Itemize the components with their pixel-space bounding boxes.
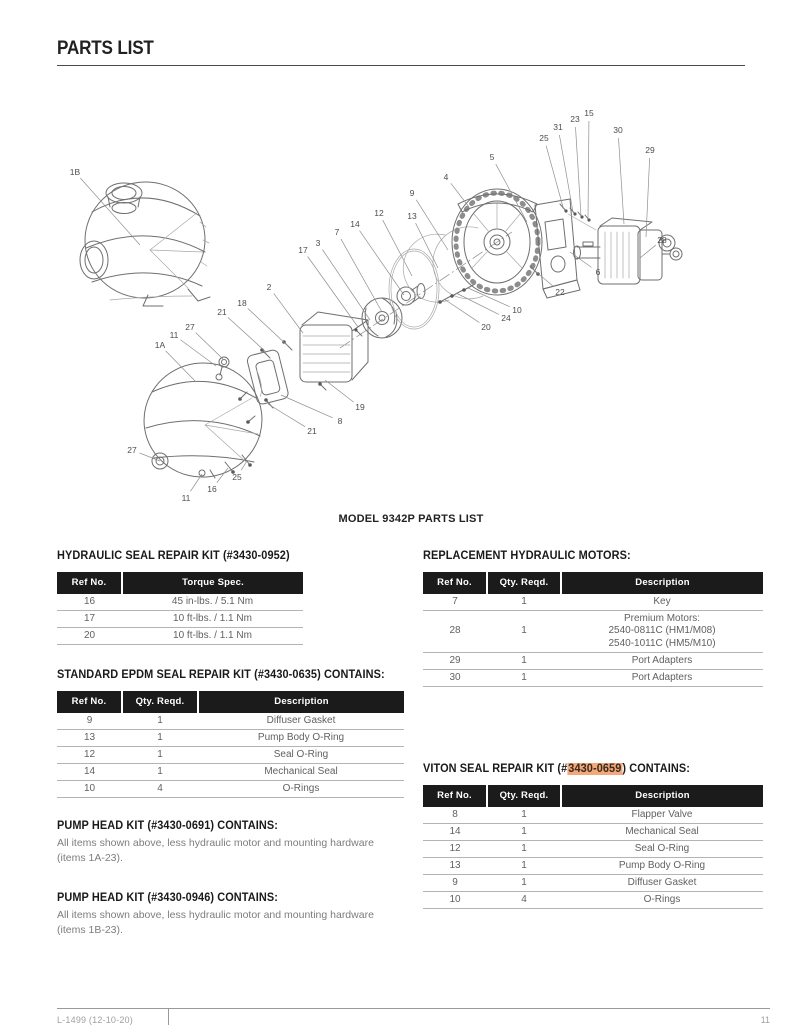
- table-cell: Flapper Valve: [561, 807, 763, 824]
- table-row: [57, 764, 404, 781]
- callout-label-15: 15: [584, 108, 594, 118]
- table-cell: Mechanical Seal: [198, 764, 404, 781]
- table-row: [57, 628, 303, 645]
- table-cell: Key: [561, 594, 763, 611]
- table-cell: 10 ft-lbs. / 1.1 Nm: [122, 628, 303, 645]
- column-header: Description: [561, 572, 763, 594]
- callout-label-5: 5: [489, 152, 495, 162]
- epdm-kit-table: [57, 691, 404, 798]
- page-title: PARTS LIST: [57, 38, 154, 59]
- table-cell: Mechanical Seal: [561, 824, 763, 841]
- column-header: Ref No.: [423, 785, 487, 807]
- pump-head-kit-1-body: All items shown above, less hydraulic motor and mounting hardware (items 1A-23).: [57, 837, 374, 864]
- table-row: [423, 858, 763, 875]
- callout-label-21: 21: [307, 426, 317, 436]
- table-row: [423, 875, 763, 892]
- flapper-valve-drawing: [246, 349, 289, 405]
- callout-label-9: 9: [409, 188, 415, 198]
- table-cell: 1: [122, 747, 198, 764]
- callout-label-11: 11: [181, 493, 191, 503]
- callout-label-11: 11: [169, 330, 179, 340]
- table-row: [57, 611, 303, 628]
- section-heading-viton-kit: [423, 763, 748, 775]
- column-header: Qty. Reqd.: [487, 572, 561, 594]
- callout-leader-line: [248, 308, 288, 346]
- callout-label-8: 8: [337, 416, 343, 426]
- callout-label-13: 13: [407, 211, 417, 221]
- table-cell: 1: [487, 875, 561, 892]
- table-cell: 9: [57, 713, 122, 730]
- table-cell: Pump Body O-Ring: [198, 730, 404, 747]
- table-cell: Port Adapters: [561, 670, 763, 687]
- callout-label-16: 16: [207, 484, 217, 494]
- table-cell: 1: [487, 594, 561, 611]
- callout-leader-line: [341, 239, 382, 312]
- table-cell: 9: [423, 875, 487, 892]
- seal-stack-drawing: [397, 284, 425, 306]
- callout-leader-line: [308, 257, 358, 327]
- table-row: [423, 841, 763, 858]
- page-footer: [57, 1008, 770, 1025]
- column-header: Ref No.: [423, 572, 487, 594]
- callout-label-6: 6: [595, 267, 601, 277]
- column-header: Ref No.: [57, 572, 122, 594]
- table-row: [57, 594, 303, 611]
- section-heading-pump-head-kit-1: PUMP HEAD KIT (#3430-0691) CONTAINS:: [57, 820, 278, 832]
- callout-leader-line: [383, 220, 412, 276]
- table-row: [423, 892, 763, 909]
- callout-label-10: 10: [512, 305, 522, 315]
- callout-label-27: 27: [185, 322, 195, 332]
- pump-head-kit-2-body: All items shown above, less hydraulic motor and mounting hardware (items 1B-23).: [57, 908, 374, 936]
- callout-label-25: 25: [539, 133, 549, 143]
- pump-body-1a-drawing: [137, 355, 270, 484]
- highlighted-part-number: 3430-0659: [568, 763, 622, 775]
- table-cell: 1: [487, 824, 561, 841]
- table-cell: 1: [487, 858, 561, 875]
- callout-label-12: 12: [374, 208, 384, 218]
- column-header: Ref No.: [57, 691, 122, 713]
- table-row: [57, 781, 404, 798]
- exploded-view-diagram: [0, 80, 800, 510]
- callout-label-28: 28: [657, 235, 667, 245]
- manifold-drawing: [300, 312, 368, 390]
- callout-leader-line: [588, 121, 589, 218]
- pump-body-1b-drawing: [79, 176, 210, 306]
- callout-leader-line: [640, 245, 656, 258]
- table-row: [57, 730, 404, 747]
- table-cell: 4: [122, 781, 198, 798]
- table-cell: Pump Body O-Ring: [561, 858, 763, 875]
- viton-heading-prefix: VITON SEAL REPAIR KIT (#: [423, 763, 568, 775]
- callout-label-19: 19: [355, 402, 365, 412]
- table-cell: O-Rings: [561, 892, 763, 909]
- column-header: Torque Spec.: [122, 572, 303, 594]
- hydraulic-seal-table: [57, 572, 303, 645]
- callout-label-1B: 1B: [69, 167, 81, 177]
- callout-label-17: 17: [298, 245, 308, 255]
- table-row: [57, 713, 404, 730]
- callout-label-29: 29: [645, 145, 655, 155]
- table-cell: 14: [423, 824, 487, 841]
- table-cell: 30: [423, 670, 487, 687]
- page-header: [57, 38, 745, 66]
- callout-leader-line: [180, 340, 216, 366]
- callout-label-25: 25: [232, 472, 242, 482]
- replacement-motors-table: [423, 572, 763, 687]
- callout-leader-line: [228, 317, 266, 352]
- callout-label-22: 22: [555, 287, 565, 297]
- callout-label-20: 20: [481, 322, 491, 332]
- section-heading-epdm-kit: STANDARD EPDM SEAL REPAIR KIT (#3430-0635) CONTAINS:: [57, 669, 385, 681]
- table-cell: 17: [57, 611, 122, 628]
- table-cell: Seal O-Ring: [198, 747, 404, 764]
- callout-label-3: 3: [315, 238, 321, 248]
- table-cell: 10: [423, 892, 487, 909]
- diagram-caption: MODEL 9342P PARTS LIST: [338, 513, 484, 525]
- table-cell: Diffuser Gasket: [561, 875, 763, 892]
- table-cell: 13: [423, 858, 487, 875]
- callout-leader-line: [534, 270, 554, 287]
- right-column: [423, 550, 765, 909]
- callout-label-2: 2: [266, 282, 272, 292]
- table-cell: 14: [57, 764, 122, 781]
- document-number: L-1499 (12-10-20): [57, 1015, 133, 1025]
- table-cell: 28: [423, 611, 487, 653]
- table-row: [423, 653, 763, 670]
- callout-label-31: 31: [553, 122, 563, 132]
- callout-leader-line: [196, 333, 224, 360]
- section-heading-hydraulic-seal: HYDRAULIC SEAL REPAIR KIT (#3430-0952): [57, 550, 290, 562]
- left-column: [57, 550, 409, 938]
- callout-label-18: 18: [237, 298, 247, 308]
- callout-leader-line: [416, 223, 438, 268]
- callout-label-24: 24: [501, 313, 511, 323]
- section-heading-replacement-motors: REPLACEMENT HYDRAULIC MOTORS:: [423, 550, 631, 562]
- table-row: [423, 594, 763, 611]
- title-rule: [57, 65, 745, 66]
- table-cell: 10: [57, 781, 122, 798]
- callout-leader-line: [619, 138, 624, 224]
- callout-leader-line: [268, 404, 305, 427]
- callout-label-30: 30: [613, 125, 623, 135]
- callout-leader-line: [166, 351, 196, 382]
- callout-label-4: 4: [443, 172, 449, 182]
- table-cell: 20: [57, 628, 122, 645]
- callout-leader-line: [444, 299, 479, 323]
- viton-kit-section: [423, 763, 765, 909]
- table-row: [423, 807, 763, 824]
- column-header: Description: [198, 691, 404, 713]
- table-cell: 1: [122, 764, 198, 781]
- table-cell: 8: [423, 807, 487, 824]
- table-cell: 1: [122, 730, 198, 747]
- viton-heading-suffix: ) CONTAINS:: [622, 763, 690, 775]
- exploded-view-figure: [0, 80, 800, 510]
- table-cell: 29: [423, 653, 487, 670]
- callout-label-1A: 1A: [154, 340, 166, 350]
- table-cell: Diffuser Gasket: [198, 713, 404, 730]
- callout-label-14: 14: [350, 219, 360, 229]
- callout-label-23: 23: [570, 114, 580, 124]
- table-row: [423, 611, 763, 653]
- footer-tick-mark: [168, 1009, 169, 1025]
- table-cell: 13: [57, 730, 122, 747]
- callout-leader-line: [546, 146, 563, 207]
- callout-label-21: 21: [217, 307, 227, 317]
- impeller-drawing: [354, 298, 402, 338]
- table-cell: 4: [487, 892, 561, 909]
- table-cell: 7: [423, 594, 487, 611]
- table-cell: 16: [57, 594, 122, 611]
- table-cell: 10 ft-lbs. / 1.1 Nm: [122, 611, 303, 628]
- table-cell: Premium Motors: 2540-0811C (HM1/M08) 2540-1011C (HM5/M10): [561, 611, 763, 653]
- callout-leader-line: [575, 127, 581, 216]
- table-row: [57, 747, 404, 764]
- table-cell: 1: [487, 611, 561, 653]
- table-row: [423, 824, 763, 841]
- table-cell: 12: [57, 747, 122, 764]
- column-header: Qty. Reqd.: [487, 785, 561, 807]
- table-cell: 1: [487, 670, 561, 687]
- casing-bolts-drawing: [438, 284, 475, 304]
- table-cell: 45 in-lbs. / 5.1 Nm: [122, 594, 303, 611]
- table-cell: 1: [487, 807, 561, 824]
- section-heading-pump-head-kit-2: PUMP HEAD KIT (#3430-0946) CONTAINS:: [57, 891, 278, 904]
- table-cell: 1: [487, 841, 561, 858]
- page-number: 11: [760, 1015, 770, 1025]
- column-header: Description: [561, 785, 763, 807]
- callout-leader-line: [322, 250, 370, 320]
- table-cell: O-Rings: [198, 781, 404, 798]
- callout-label-7: 7: [334, 227, 340, 237]
- column-header: Qty. Reqd.: [122, 691, 198, 713]
- viton-kit-table: [423, 785, 763, 909]
- table-cell: 1: [487, 653, 561, 670]
- table-row: [423, 670, 763, 687]
- callout-leader-line: [281, 395, 333, 418]
- table-cell: 1: [122, 713, 198, 730]
- gasket-arc-drawing: [403, 227, 483, 302]
- callout-label-27: 27: [127, 445, 137, 455]
- table-cell: Seal O-Ring: [561, 841, 763, 858]
- callout-leader-line: [416, 200, 448, 250]
- table-cell: Port Adapters: [561, 653, 763, 670]
- callout-leader-line: [325, 380, 354, 402]
- table-cell: 12: [423, 841, 487, 858]
- callout-leader-line: [274, 293, 303, 333]
